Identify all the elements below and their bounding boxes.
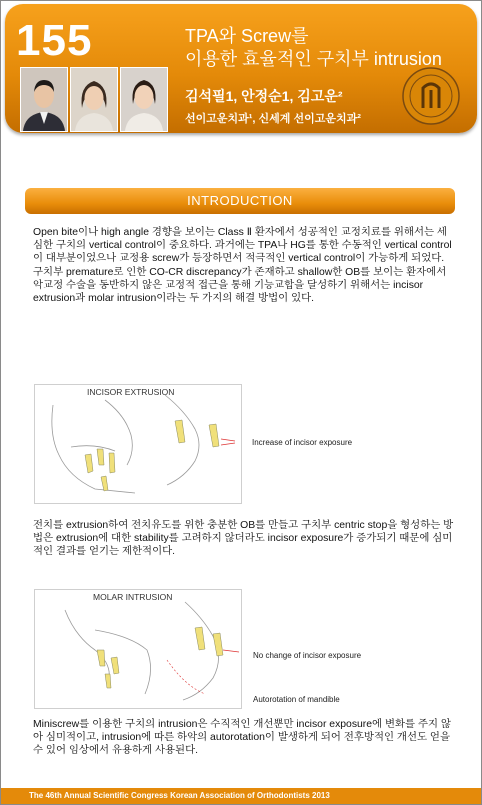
introduction-heading: INTRODUCTION [187, 193, 293, 208]
incisor-extrusion-figure [34, 384, 242, 504]
association-seal-icon [401, 66, 461, 126]
molar-intrusion-figure [34, 589, 242, 709]
paragraph-4: Miniscrew를 이용한 구치의 intrusion은 수직적인 개선뿐만 incisor exposure에 변화를 주지 않아 심미적이고, intrusion에 따른 하악의 autorotation이 발생하게 되어 전후방적인 개선도 얻을 수 있어 임상에서 유용하게 사용된다. [33, 719, 451, 757]
molar-intrusion-title: MOLAR INTRUSION [93, 592, 173, 602]
introduction-text [33, 226, 455, 305]
author-photo-2 [70, 67, 118, 132]
author-photo-3 [120, 67, 168, 132]
introduction-heading-bar [25, 188, 455, 214]
paragraph-3: 전치를 extrusion하여 전치유도를 위한 충분한 OB를 만들고 구치부 centric stop을 형성하는 방법은 extrusion에 대한 stability를 고려하지 않더라도 incisor exposure가 증가되기 때문에 심미적인 결과를 얻기는 제한적이다. [33, 520, 454, 558]
molar-intrusion-illustration [35, 590, 241, 708]
affiliations: 선이고운치과¹, 신세계 선이고운치과² [185, 113, 361, 125]
incisor-extrusion-illustration [35, 385, 241, 503]
author-photo-1 [20, 67, 68, 132]
introduction-paragraph-1: Open bite이나 high angle 경향을 보이는 Class Ⅱ 환자에서 성공적인 교정치료를 위해서는 세심한 구치의 vertical control이 중요하다. 과거에는 TPA나 HG를 통한 수동적인 vertical control이 대부분이었으나 교정용 screw가 등장하면서 적극적인 vertical control이 가능하게 되었다. [33, 227, 452, 265]
poster-number: 155 [16, 16, 93, 65]
poster-footer [1, 788, 481, 804]
footer-text: The 46th Annual Scientific Congress Korean Association of Orthodontists 2013 [29, 791, 330, 800]
poster-title-line1: TPA와 Screw를 [185, 26, 309, 46]
molar-intrusion-note-2: Autorotation of mandible [253, 695, 340, 704]
authors: 김석필1, 안정순1, 김고운² [185, 88, 343, 104]
molar-intrusion-note-1: No change of incisor exposure [253, 651, 362, 660]
poster-header [5, 4, 477, 133]
poster-title-line2: 이용한 효율적인 구치부 intrusion [185, 49, 442, 69]
introduction-paragraph-2: 구치부 premature로 인한 CO-CR discrepancy가 존재하고 shallow한 OB를 보이는 환자에서 악교정 수술을 동반하지 않은 교정적 접근을 통해 기능교합을 달성하기 위해서는 incisor extrusion과 molar intrusion이라는 두 가지의 해결 방법이 있다. [33, 266, 447, 305]
incisor-extrusion-title: INCISOR EXTRUSION [87, 387, 175, 397]
incisor-extrusion-note: Increase of incisor exposure [252, 438, 353, 447]
